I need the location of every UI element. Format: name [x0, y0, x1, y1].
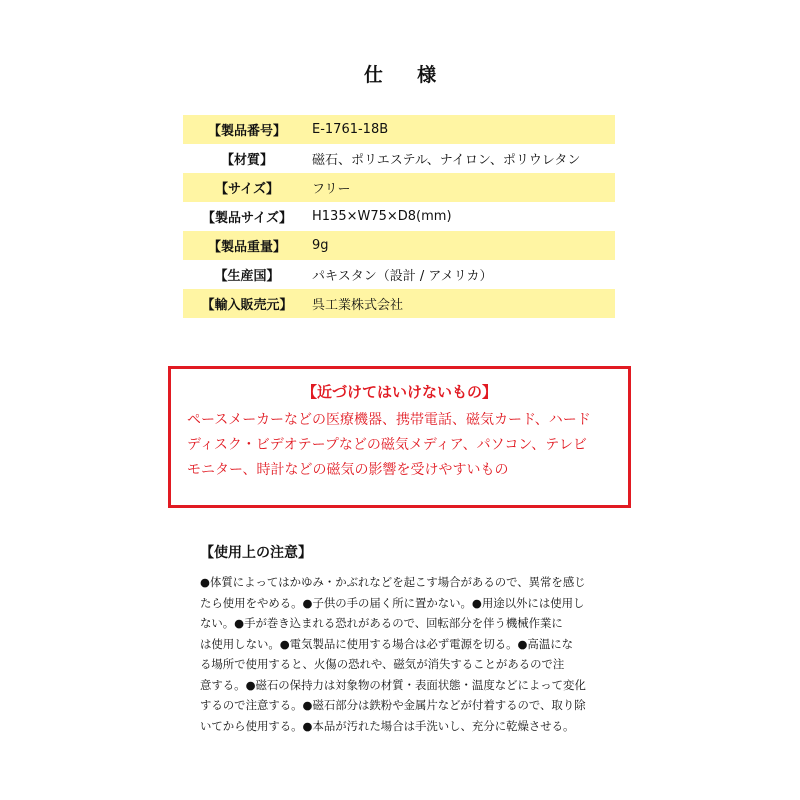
spec-row [183, 144, 615, 173]
warning-box [168, 366, 631, 508]
page-title: 仕 様 [363, 64, 444, 86]
spec-row [183, 173, 615, 202]
spec-label: 【製品重量】 [183, 231, 311, 260]
spec-label: 【サイズ】 [183, 173, 311, 202]
notes-line: ●体質によってはかゆみ・かぶれなどを起こす場合があるので、異常を感じ [200, 575, 586, 589]
spec-row [183, 202, 615, 231]
spec-value: E-1761-18B [311, 115, 615, 144]
spec-table [183, 115, 615, 318]
spec-value: 呉工業株式会社 [311, 289, 615, 318]
spec-value: H135×W75×D8(mm) [312, 209, 452, 224]
spec-row [183, 260, 615, 289]
spec-row [183, 289, 615, 318]
notes-line: いてから使用する。●本品が汚れた場合は手洗いし、充分に乾燥させる。 [200, 718, 575, 733]
spec-label: 【材質】 [220, 153, 273, 168]
warning-title: 【近づけてはいけないもの】 [301, 383, 497, 401]
warning-text [187, 408, 612, 483]
spec-value: 9g [311, 231, 615, 260]
warning-line: ペースメーカーなどの医療機器、携帯電話、磁気カード、ハード [187, 412, 591, 428]
spec-value: フリー [311, 173, 615, 202]
spec-label: 【輸入販売元】 [183, 289, 311, 318]
warning-line: モニター、時計などの磁気の影響を受けやすいもの [187, 462, 509, 478]
notes-line: するので注意する。●磁石部分は鉄粉や金属片などが付着するので、取り除 [200, 698, 586, 712]
warning-line: ディスク・ビデオテープなどの磁気メディア、パソコン、テレビ [187, 437, 587, 453]
usage-notes [200, 542, 610, 736]
usage-notes-title: 【使用上の注意】 [200, 545, 312, 561]
spec-label: 【製品番号】 [183, 115, 311, 144]
spec-row [183, 115, 615, 144]
notes-line: ない。●手が巻き込まれる恐れがあるので、回転部分を伴う機械作業に [200, 616, 563, 630]
notes-line: る場所で使用すると、火傷の恐れや、磁気が消失することがあるので注 [200, 657, 565, 671]
spec-label: 【生産国】 [214, 269, 280, 284]
notes-line: たら使用をやめる。●子供の手の届く所に置かない。●用途以外には使用し [200, 595, 585, 610]
usage-notes-text [200, 572, 610, 736]
notes-line: は使用しない。●電気製品に使用する場合は必ず電源を切る。●高温にな [200, 636, 573, 651]
spec-row [183, 231, 615, 260]
spec-value: 磁石、ポリエステル、ナイロン、ポリウレタン [312, 153, 581, 168]
notes-line: 意する。●磁石の保持力は対象物の材質・表面状態・温度などによって変化 [200, 677, 586, 692]
spec-label: 【製品サイズ】 [202, 211, 292, 226]
spec-value: パキスタン（設計 / アメリカ） [312, 269, 493, 284]
